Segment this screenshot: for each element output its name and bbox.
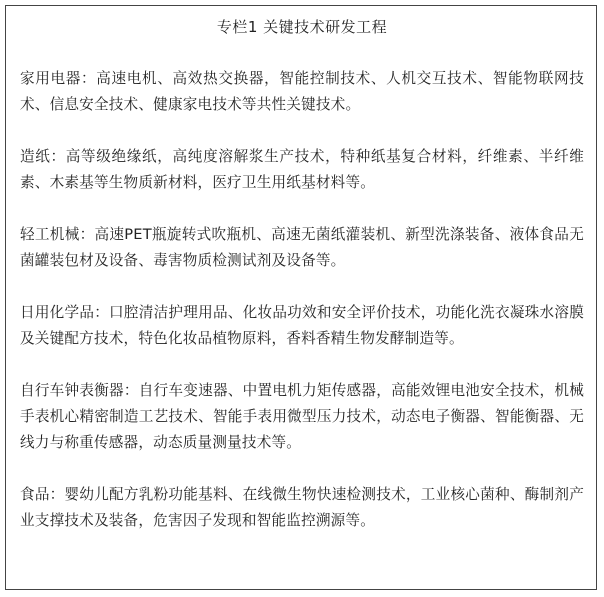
section-light-machinery: 轻工机械：高速PET瓶旋转式吹瓶机、高速无菌纸灌装机、新型洗涤装备、液体食品无菌罐装包材及设备、毒害物质检测试剂及设备等。	[20, 226, 584, 269]
section-papermaking: 造纸：高等级绝缘纸，高纯度溶解浆生产技术，特种纸基复合材料，纤维素、半纤维素、木素基等生物质新材料，医疗卫生用纸基材料等。	[20, 148, 584, 191]
section-food: 食品：婴幼儿配方乳粉功能基料、在线微生物快速检测技术，工业核心菌种、酶制剂产业支撑技术及装备，危害因子发现和智能监控溯源等。	[20, 486, 584, 529]
column-box	[5, 5, 597, 590]
section-bicycle-clock-scale: 自行车钟表衡器：自行车变速器、中置电机力矩传感器，高能效锂电池安全技术，机械手表机心精密制造工艺技术、智能手表用微型压力技术，动态电子衡器、智能衡器、无线力与称重传感器，动态质量测量技术等。	[20, 382, 584, 451]
section-home-appliances: 家用电器：高速电机、高效热交换器，智能控制技术、人机交互技术、智能物联网技术、信息安全技术、健康家电技术等共性关键技术。	[20, 70, 584, 113]
section-daily-chemicals: 日用化学品：口腔清洁护理用品、化妆品功效和安全评价技术，功能化洗衣凝珠水溶膜及关键配方技术，特色化妆品植物原料，香料香精生物发酵制造等。	[20, 304, 584, 347]
column-title: 专栏1 关键技术研发工程	[216, 18, 388, 36]
